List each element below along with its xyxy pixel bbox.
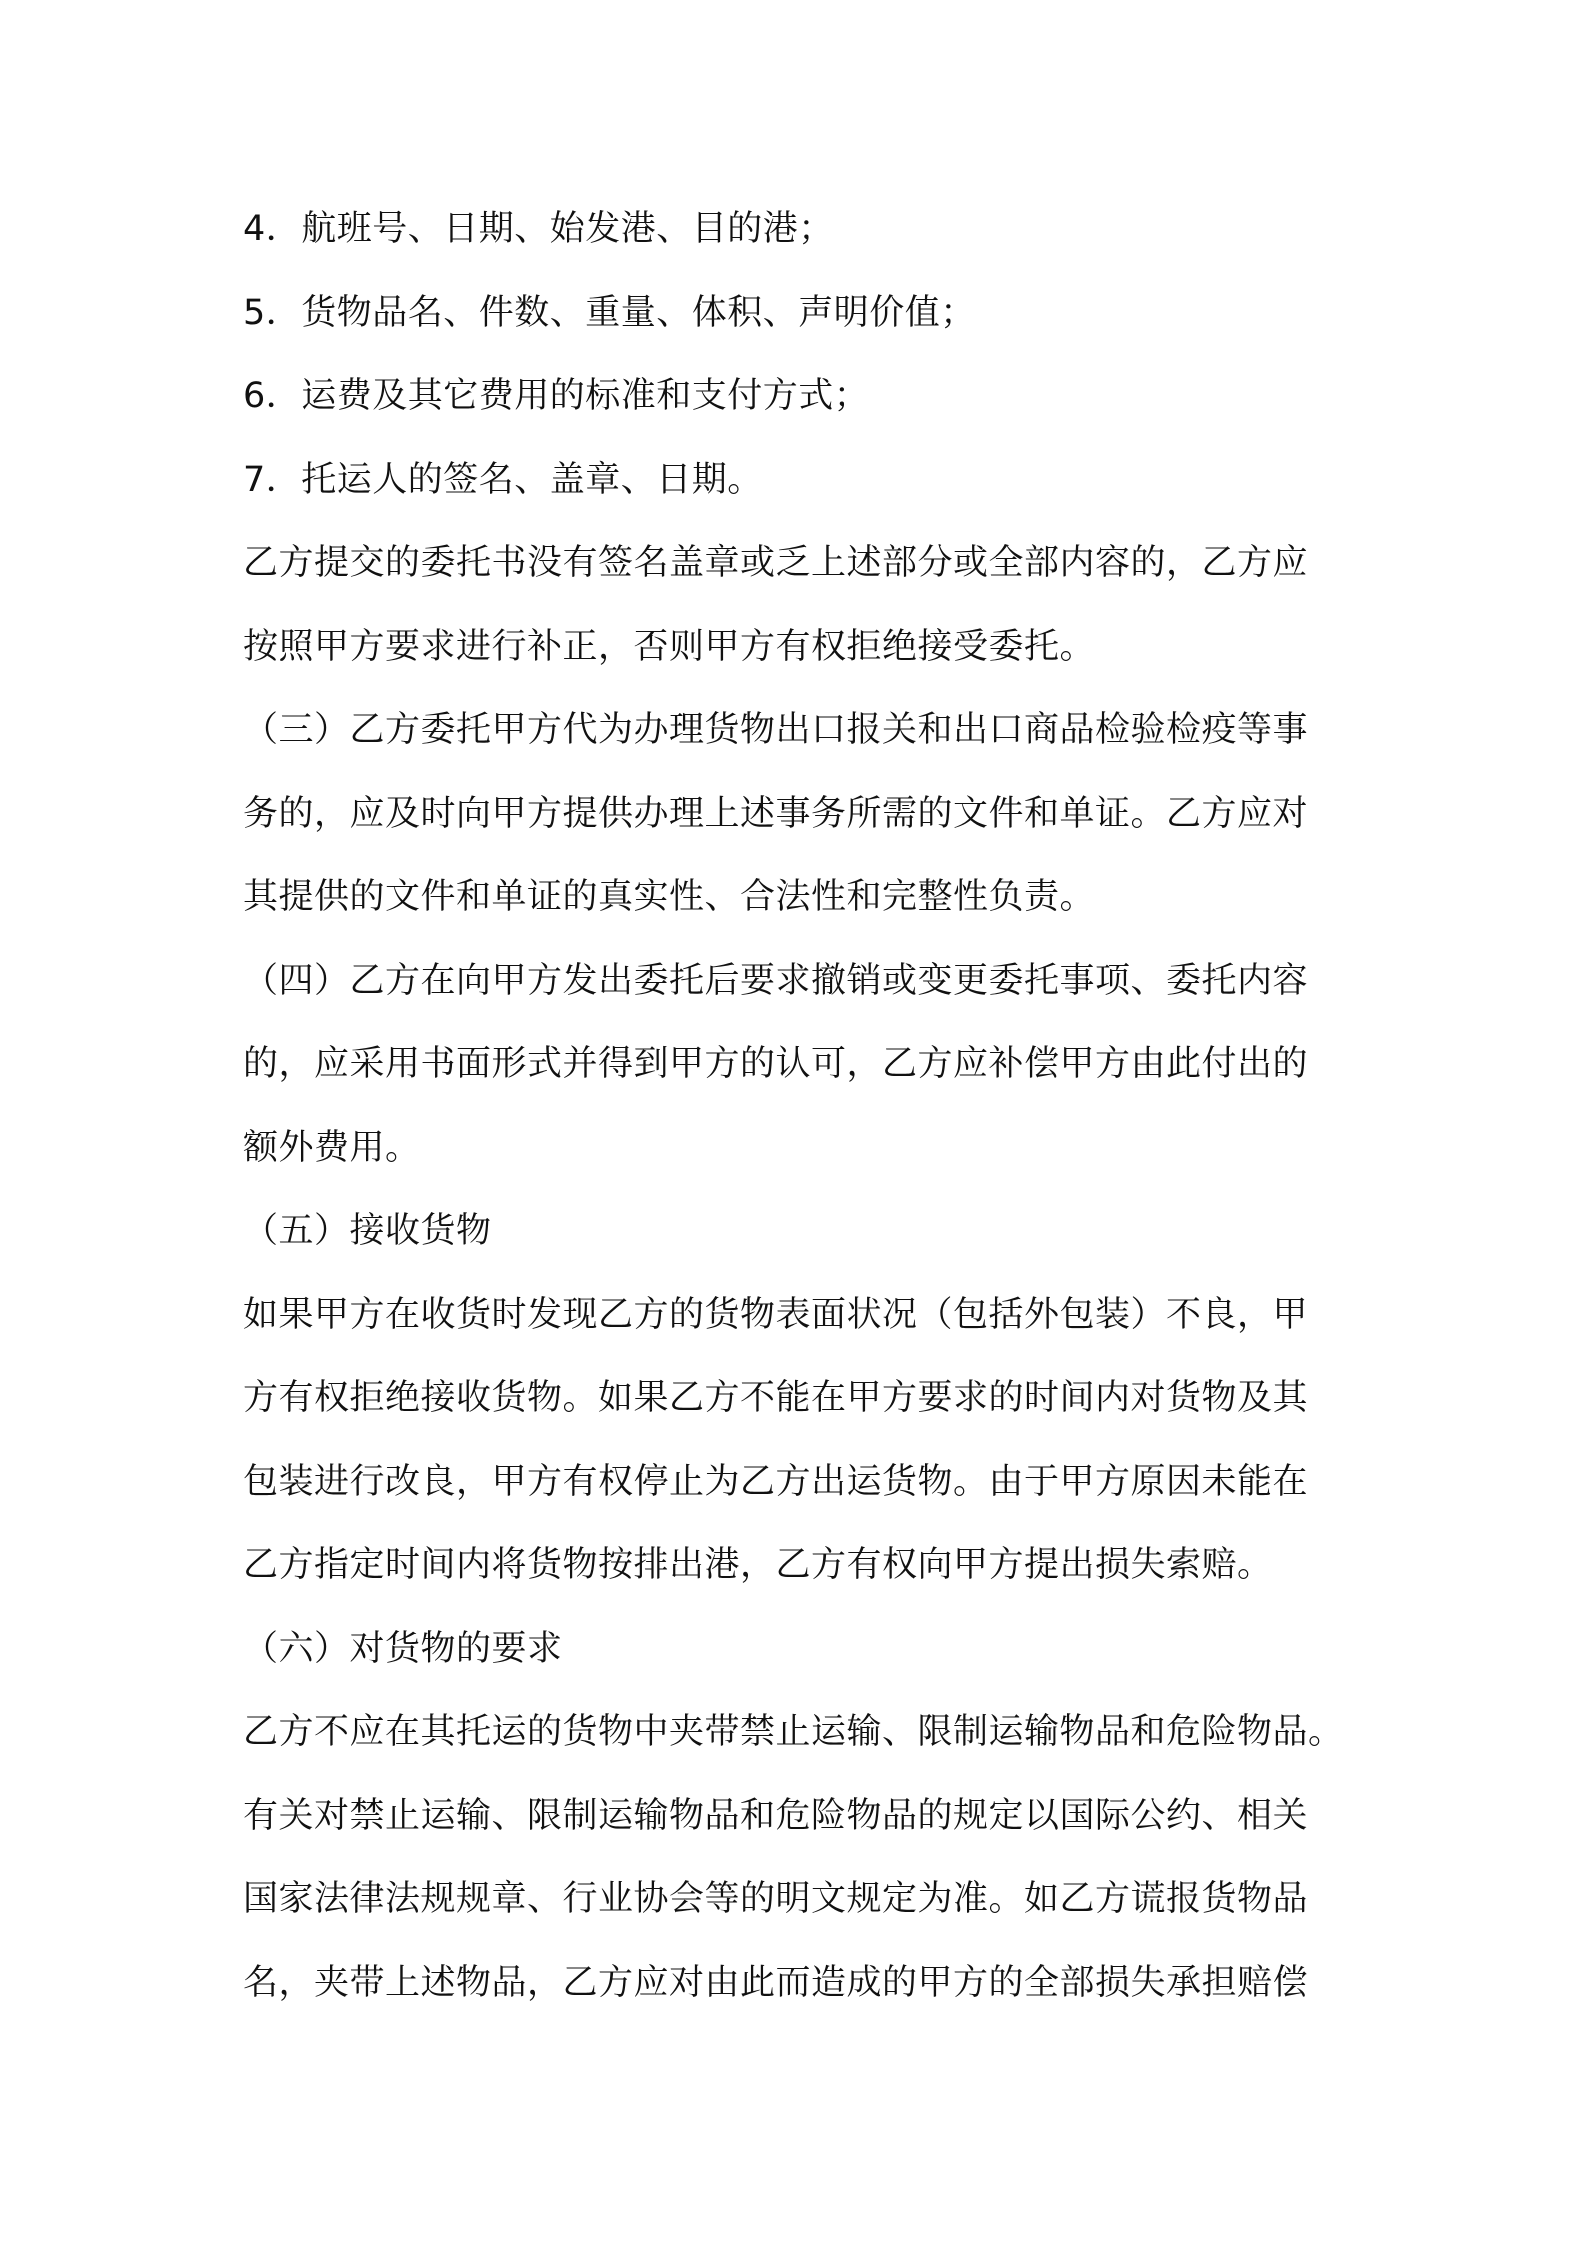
paragraph-line: 乙方指定时间内将货物按排出港，乙方有权向甲方提出损失索赔。: [243, 1545, 1273, 1585]
paragraph-line: 乙方不应在其托运的货物中夹带禁止运输、限制运输物品和危险物品。: [243, 1712, 1344, 1752]
paragraph-line: 的，应采用书面形式并得到甲方的认可，乙方应补偿甲方由此付出的: [243, 1044, 1309, 1084]
paragraph-line: 其提供的文件和单证的真实性、合法性和完整性负责。: [243, 877, 1096, 917]
paragraph-line: 名，夹带上述物品，乙方应对由此而造成的甲方的全部损失承担赔偿: [243, 1963, 1309, 2003]
paragraph-line: 国家法律法规规章、行业协会等的明文规定为准。如乙方谎报货物品: [243, 1879, 1309, 1919]
text-line-item-7: 7．托运人的签名、盖章、日期。: [243, 460, 763, 500]
section-five-heading: （五）接收货物: [243, 1211, 492, 1251]
paragraph-line: 乙方提交的委托书没有签名盖章或乏上述部分或全部内容的，乙方应: [243, 543, 1309, 583]
section-three-line: （三）乙方委托甲方代为办理货物出口报关和出口商品检验检疫等事: [243, 710, 1309, 750]
paragraph-line: 额外费用。: [243, 1128, 421, 1168]
paragraph-line: 包装进行改良，甲方有权停止为乙方出运货物。由于甲方原因未能在: [243, 1462, 1309, 1502]
paragraph-line: 务的，应及时向甲方提供办理上述事务所需的文件和单证。乙方应对: [243, 794, 1309, 834]
paragraph-line: 有关对禁止运输、限制运输物品和危险物品的规定以国际公约、相关: [243, 1796, 1309, 1836]
section-six-heading: （六）对货物的要求: [243, 1629, 563, 1669]
text-line-item-6: 6．运费及其它费用的标准和支付方式；: [243, 376, 870, 416]
paragraph-line: 如果甲方在收货时发现乙方的货物表面状况（包括外包装）不良，甲: [243, 1295, 1309, 1335]
paragraph-line: 方有权拒绝接收货物。如果乙方不能在甲方要求的时间内对货物及其: [243, 1378, 1309, 1418]
text-line-item-4: 4．航班号、日期、始发港、目的港；: [243, 209, 834, 249]
paragraph-line: 按照甲方要求进行补正，否则甲方有权拒绝接受委托。: [243, 627, 1096, 667]
section-four-line: （四）乙方在向甲方发出委托后要求撤销或变更委托事项、委托内容: [243, 961, 1309, 1001]
text-line-item-5: 5．货物品名、件数、重量、体积、声明价值；: [243, 293, 976, 333]
